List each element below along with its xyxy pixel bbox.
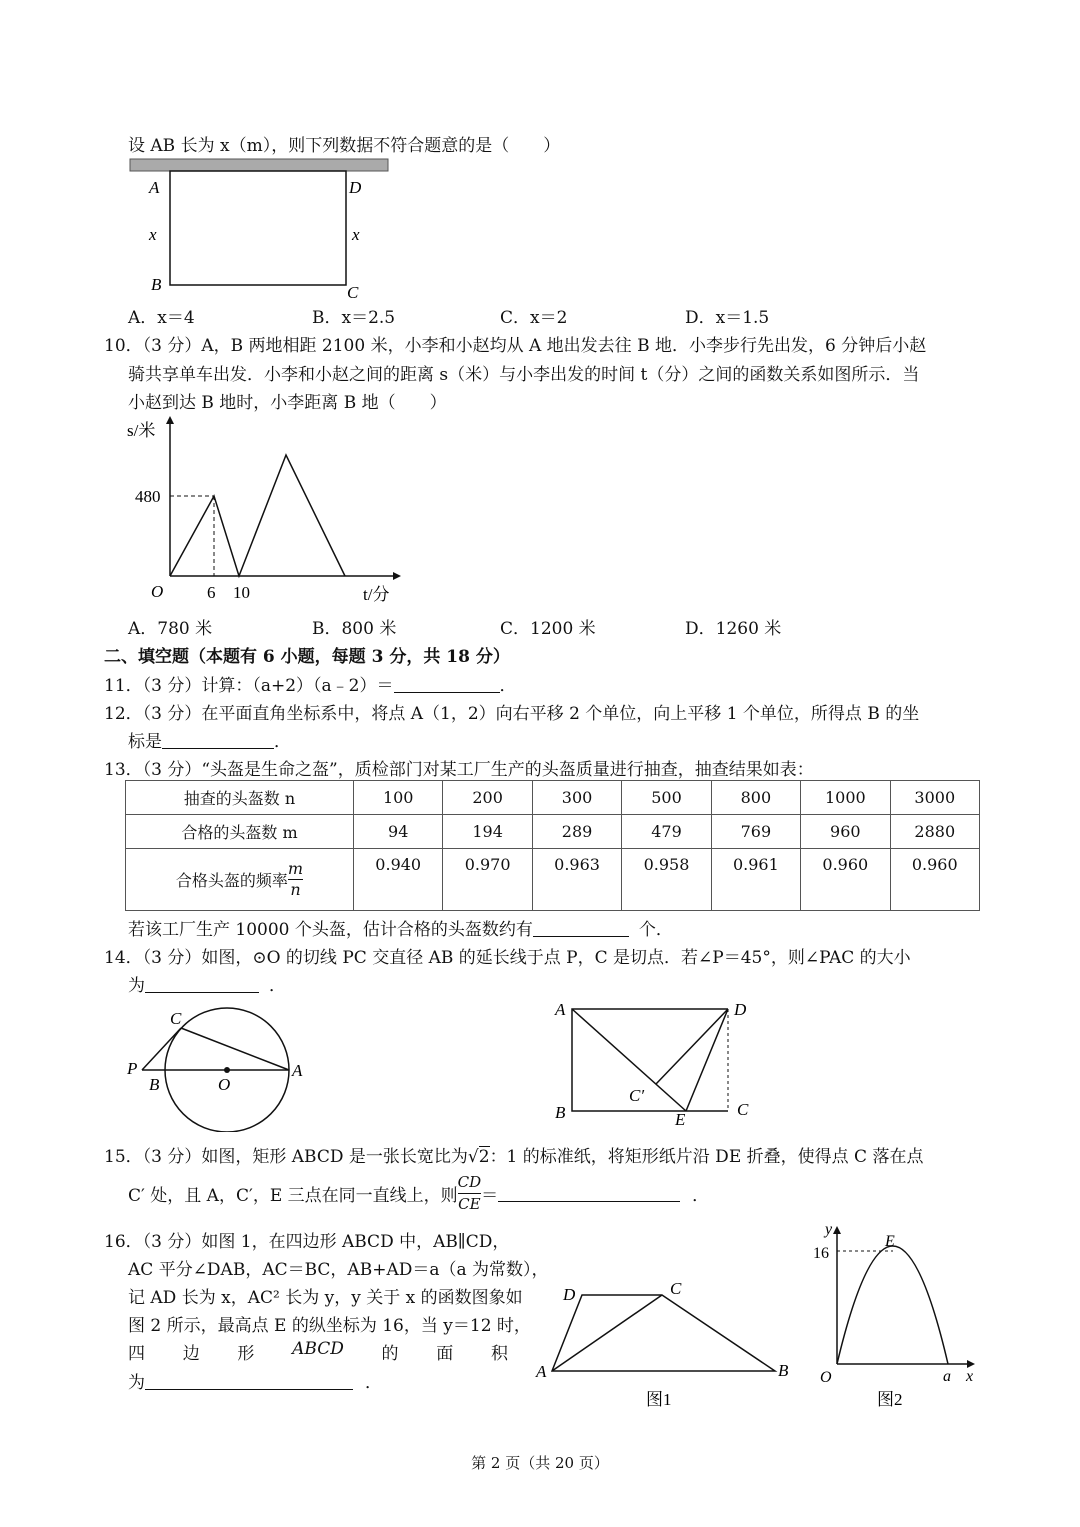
q16-word: 四 xyxy=(128,1344,145,1364)
table-cell: 769 xyxy=(711,815,800,849)
q11 xyxy=(104,671,517,696)
q12-line2 xyxy=(128,727,291,752)
q16-fig2-o: O xyxy=(820,1369,832,1386)
q15-line1 xyxy=(104,1142,923,1167)
q15-text-1: 15．（3 分）如图，矩形 ABCD 是一张长宽比为 xyxy=(104,1147,468,1167)
table-cell: 0.958 xyxy=(622,849,711,911)
table-cell: 0.963 xyxy=(532,849,621,911)
q16-line5 xyxy=(128,1339,508,1364)
table-cell: 0.940 xyxy=(354,849,443,911)
q10-option-d: D．1260 米 xyxy=(685,619,782,639)
q10-ytick: 480 xyxy=(135,487,161,506)
q16-label-c: C xyxy=(670,1279,682,1298)
q16-figure-2 xyxy=(805,1218,985,1418)
q14-figure xyxy=(120,1000,320,1132)
q14-label-b: B xyxy=(149,1075,160,1094)
q10-line1: 10．（3 分）A，B 两地相距 2100 米，小李和小赵均从 A 地出发去往 B 地．小李步行先出发，6 分钟后小赵 xyxy=(104,336,927,356)
table-cell: 289 xyxy=(532,815,621,849)
q13-after-text: 若该工厂生产 10000 个头盔，估计合格的头盔数约有 xyxy=(128,920,533,940)
q10-xtick-6: 6 xyxy=(207,583,216,602)
table-cell: 800 xyxy=(711,781,800,815)
q16-fig2-ytick: 16 xyxy=(813,1245,829,1262)
q12-line1: 12．（3 分）在平面直角坐标系中，将点 A（1，2）向右平移 2 个单位，向上平移 1 个单位，所得点 B 的坐 xyxy=(104,704,920,724)
table-cell xyxy=(126,849,354,911)
q9-label-x-right: x xyxy=(352,225,360,244)
q16-figure-1 xyxy=(530,1270,800,1415)
q16-caption-1: 图1 xyxy=(646,1390,672,1409)
table-cell: 1000 xyxy=(801,781,890,815)
q14-label-p: P xyxy=(127,1059,138,1078)
sqrt-icon: √ xyxy=(467,1147,479,1167)
q14-text: 为 xyxy=(128,976,145,996)
q15-eq: ＝ xyxy=(481,1186,499,1206)
table-cell: 300 xyxy=(532,781,621,815)
q16-caption-2: 图2 xyxy=(877,1390,903,1409)
q13-end: 个． xyxy=(638,920,673,940)
table-cell: 0.960 xyxy=(801,849,890,911)
q16-line6 xyxy=(128,1368,382,1393)
frac-num: m xyxy=(287,859,304,878)
q16-line4: 图 2 所示，最高点 E 的纵坐标为 16，当 y＝12 时， xyxy=(128,1316,531,1336)
q14-line1: 14．（3 分）如图，⊙O 的切线 PC 交直径 AB 的延长线于点 P，C 是切点．若∠P＝45°，则∠PAC 的大小 xyxy=(104,948,911,968)
q14-label-o: O xyxy=(218,1075,231,1094)
frac-num: CD xyxy=(458,1172,482,1194)
q16-word: 面 xyxy=(436,1344,454,1364)
table-cell: 500 xyxy=(622,781,711,815)
freq-label: 合格头盔的频率 xyxy=(175,871,288,890)
q16-word: 积 xyxy=(490,1344,508,1364)
q16-fig2-x: x xyxy=(966,1368,974,1385)
q9-label-c: C xyxy=(347,283,359,302)
q16-line1: 16．（3 分）如图 1，在四边形 ABCD 中，AB∥CD， xyxy=(104,1232,510,1252)
q16-word: 边 xyxy=(182,1344,200,1364)
table-cell: 960 xyxy=(801,815,890,849)
q12-text: 标是 xyxy=(128,732,162,752)
q10-graph xyxy=(125,412,415,608)
q15-label-c-prime: C′ xyxy=(629,1086,645,1105)
q16-fig2-a: a xyxy=(943,1368,951,1385)
q10-option-b: B．800 米 xyxy=(312,619,397,639)
frac-den: n xyxy=(290,880,301,899)
q16-label-d: D xyxy=(563,1285,576,1304)
q15-label-b: B xyxy=(555,1103,566,1122)
q9-option-b: B．x＝2.5 xyxy=(312,308,396,328)
q13-blank[interactable] xyxy=(533,920,629,937)
q15-sqrt-value: 2 xyxy=(478,1147,490,1167)
q9-figure xyxy=(125,155,395,305)
q9-label-d: D xyxy=(349,178,362,197)
q15-text-2: ：1 的标准纸，将矩形纸片沿 DE 折叠，使得点 C 落在点 xyxy=(489,1147,924,1167)
q9-option-c: C．x＝2 xyxy=(500,308,568,328)
q14-end: ． xyxy=(269,976,286,996)
q9-label-a: A xyxy=(149,178,160,197)
q15-end: ． xyxy=(692,1186,710,1206)
q16-text: 为 xyxy=(128,1373,145,1393)
q11-end: ． xyxy=(499,676,517,696)
q9-stem: 设 AB 长为 x（m），则下列数据不符合题意的是（ ） xyxy=(128,136,561,156)
q9-option-a: A．x＝4 xyxy=(128,308,195,328)
q9-label-b: B xyxy=(151,275,162,294)
q15-label-e: E xyxy=(675,1110,686,1125)
frac-den: CE xyxy=(458,1195,481,1213)
q15-label-a: A xyxy=(555,1000,566,1019)
q15-blank[interactable] xyxy=(498,1185,680,1202)
q13-table xyxy=(125,780,980,911)
q14-blank[interactable] xyxy=(145,976,259,993)
table-cell: 100 xyxy=(354,781,443,815)
q16-fig2-y: y xyxy=(825,1221,833,1238)
q10-option-a: A．780 米 xyxy=(128,619,213,639)
table-row xyxy=(126,849,980,911)
q15-text-3: C′ 处，且 A，C′，E 三点在同一直线上，则 xyxy=(128,1186,458,1206)
q15-line2 xyxy=(128,1172,709,1220)
table-cell: 合格的头盔数 m xyxy=(126,815,354,849)
q16-end: ． xyxy=(365,1373,382,1393)
q16-line3: 记 AD 长为 x，AC² 长为 y，y 关于 x 的函数图象如 xyxy=(128,1288,523,1308)
q15-label-c: C xyxy=(737,1100,749,1119)
q10-ylabel: s/米 xyxy=(127,421,156,440)
q9-label-x-left: x xyxy=(149,225,157,244)
q11-blank[interactable] xyxy=(394,676,500,693)
q16-blank[interactable] xyxy=(145,1373,353,1390)
q10-line2: 骑共享单车出发．小李和小赵之间的距离 s（米）与小李出发的时间 t（分）之间的函数关系如图所示．当 xyxy=(128,365,920,385)
q14-line2 xyxy=(128,971,286,996)
q16-label-b: B xyxy=(778,1361,789,1380)
page-footer: 第 2 页（共 20 页） xyxy=(471,1454,609,1472)
q15-label-d: D xyxy=(734,1000,747,1019)
q16-word: 的 xyxy=(381,1344,399,1364)
q12-end: ． xyxy=(274,732,291,752)
q12-blank[interactable] xyxy=(162,732,274,749)
table-cell: 0.960 xyxy=(890,849,979,911)
q13-after xyxy=(128,915,673,940)
q15-fraction xyxy=(458,1172,482,1215)
table-cell: 3000 xyxy=(890,781,979,815)
section-heading: 二、填空题（本题有 6 小题，每题 3 分，共 18 分） xyxy=(104,647,510,667)
table-cell: 2880 xyxy=(890,815,979,849)
q15-figure xyxy=(545,995,765,1125)
table-cell: 0.970 xyxy=(443,849,532,911)
q14-label-a: A xyxy=(292,1061,303,1080)
q13-stem: 13．（3 分）“头盔是生命之盔”，质检部门对某工厂生产的头盔质量进行抽查，抽查结果如表： xyxy=(104,760,814,780)
q16-word: ABCD xyxy=(292,1339,344,1359)
q16-fig2-e: E xyxy=(885,1233,895,1250)
q14-label-c: C xyxy=(170,1009,182,1028)
table-cell: 94 xyxy=(354,815,443,849)
table-cell: 0.961 xyxy=(711,849,800,911)
q11-text: 11．（3 分）计算：（a+2）（a﹣2）＝ xyxy=(104,676,394,696)
table-row xyxy=(126,815,980,849)
q10-origin: O xyxy=(151,582,164,601)
q16-label-a: A xyxy=(536,1362,547,1381)
table-cell: 479 xyxy=(622,815,711,849)
table-row xyxy=(126,781,980,815)
q10-xlabel: t/分 xyxy=(363,585,390,604)
table-cell: 194 xyxy=(443,815,532,849)
q10-xtick-10: 10 xyxy=(233,583,250,602)
q16-line2: AC 平分∠DAB，AC＝BC，AB+AD＝a（a 为常数）， xyxy=(128,1260,549,1280)
q9-option-d: D．x＝1.5 xyxy=(685,308,770,328)
q10-option-c: C．1200 米 xyxy=(500,619,596,639)
table-cell: 200 xyxy=(443,781,532,815)
q10-line3: 小赵到达 B 地时，小李距离 B 地（ ） xyxy=(128,393,447,413)
freq-fraction xyxy=(288,859,303,900)
q16-word: 形 xyxy=(237,1344,255,1364)
table-cell: 抽查的头盔数 n xyxy=(126,781,354,815)
